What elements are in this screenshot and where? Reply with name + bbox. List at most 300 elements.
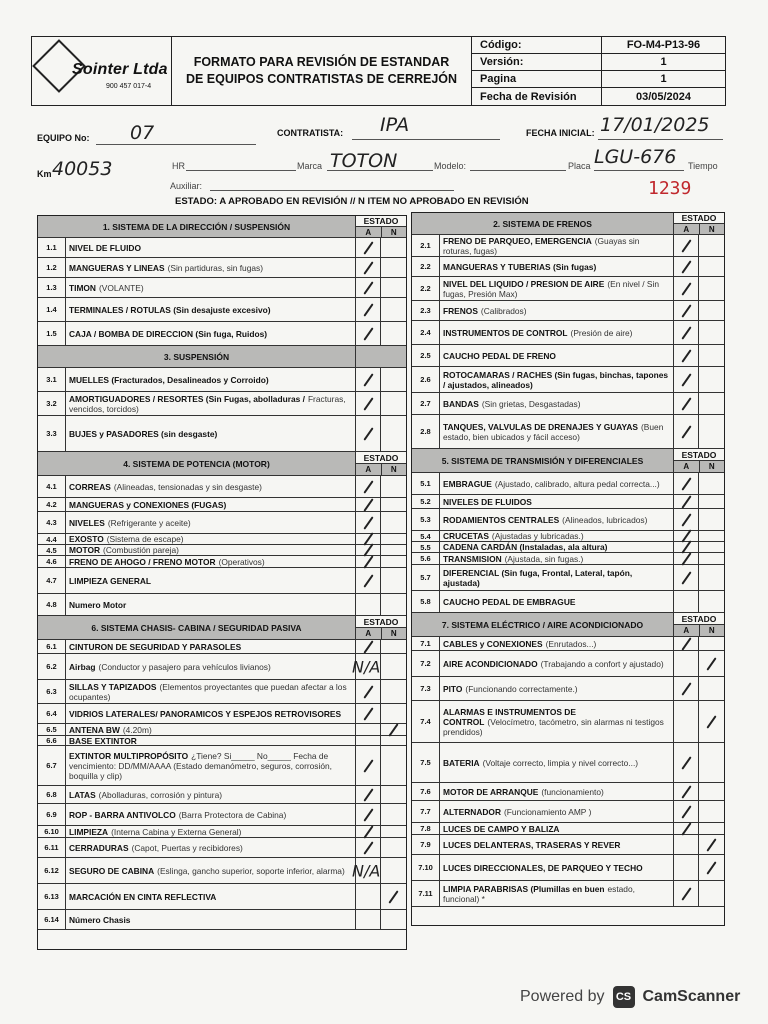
auxiliar-underline (210, 190, 454, 191)
checkmark-icon (681, 304, 691, 317)
item-number: 2.3 (412, 301, 440, 320)
checklist-row (38, 322, 406, 346)
km-label: Km (37, 169, 52, 179)
meta-value: 03/05/2024 (635, 90, 692, 103)
estado-cell-n[interactable] (381, 556, 406, 567)
document-meta (472, 37, 725, 105)
form-title (172, 37, 472, 105)
checkmark-icon (681, 495, 691, 508)
estado-cell-n[interactable] (699, 855, 724, 880)
estado-cell-a[interactable] (356, 368, 381, 391)
item-number: 5.3 (412, 509, 440, 530)
estado-cell-a[interactable] (356, 704, 381, 723)
item-description (440, 277, 674, 300)
estado-cell-n[interactable] (381, 704, 406, 723)
estado-cell-a[interactable] (356, 534, 381, 544)
item-title: VIDRIOS LATERALES/ PANORAMICOS Y ESPEJOS RETROVISORES (69, 708, 342, 719)
item-title: MANGUERAS Y LINEAS (69, 262, 165, 273)
section-title: 4. SISTEMA DE POTENCIA (MOTOR) (38, 452, 356, 475)
estado-cell-a[interactable] (356, 724, 381, 735)
item-description (66, 278, 356, 297)
estado-cell-a[interactable] (674, 565, 699, 590)
estado-cell-a[interactable] (356, 680, 381, 703)
checkmark-icon (363, 574, 373, 587)
item-number: 2.7 (412, 393, 440, 414)
checkmark-icon (363, 303, 373, 316)
estado-cell-n[interactable] (699, 473, 724, 494)
estado-cell-a[interactable] (674, 277, 699, 300)
checklist-row (38, 884, 406, 910)
item-description (66, 512, 356, 533)
col-n-label: N (390, 465, 397, 474)
estado-cell-n[interactable] (381, 680, 406, 703)
estado-cell-n[interactable] (381, 298, 406, 321)
estado-cell-n[interactable] (699, 531, 724, 541)
item-number: 6.1 (38, 640, 66, 653)
estado-cell-n[interactable] (381, 238, 406, 257)
fecha-label: FECHA INICIAL: (526, 128, 595, 138)
item-number: 6.4 (38, 704, 66, 723)
item-note: (Presión de aire) (570, 327, 633, 338)
item-number: 6.12 (38, 858, 66, 883)
item-description (66, 838, 356, 857)
item-number: 1.5 (38, 322, 66, 345)
estado-cell-a[interactable] (356, 476, 381, 497)
checklist-row (412, 783, 724, 801)
estado-cell-n[interactable] (699, 345, 724, 366)
estado-cell-n[interactable] (699, 235, 724, 256)
item-number: 6.14 (38, 910, 66, 929)
item-title: MARCACIÓN EN CINTA REFLECTIVA (69, 891, 217, 902)
checklist-row (38, 556, 406, 568)
item-note: (Enrutados...) (545, 638, 597, 649)
estado-header (674, 613, 724, 636)
estado-cell-n[interactable] (699, 393, 724, 414)
estado-cell-n[interactable] (699, 835, 724, 854)
checkmark-icon (681, 682, 691, 695)
item-title: LUCES DELANTERAS, TRASERAS Y REVER (443, 839, 621, 850)
checkmark-icon (363, 841, 373, 854)
estado-cell-a[interactable] (674, 677, 699, 700)
item-number: 7.6 (412, 783, 440, 800)
estado-cell-n[interactable] (699, 565, 724, 590)
section-title: 5. SISTEMA DE TRANSMISIÓN Y DIFERENCIALES (412, 449, 674, 472)
item-description (440, 881, 674, 906)
left-checklist (37, 215, 407, 950)
checklist-row (38, 298, 406, 322)
item-title: TRANSMISION (443, 553, 502, 564)
item-title: INSTRUMENTOS DE CONTROL (443, 327, 568, 338)
item-title: MOTOR DE ARRANQUE (443, 786, 539, 797)
item-title: Airbag (69, 661, 96, 672)
checkmark-icon (681, 425, 691, 438)
item-description (440, 393, 674, 414)
estado-cell-a[interactable] (356, 826, 381, 837)
estado-cell-n[interactable] (381, 498, 406, 511)
item-description (440, 509, 674, 530)
camscanner-watermark (520, 986, 740, 1008)
item-title: ALARMAS E INSTRUMENTOS DE CONTROL (443, 706, 576, 727)
estado-cell-n[interactable] (699, 553, 724, 564)
estado-cell-n[interactable] (699, 651, 724, 676)
checkmark-icon (363, 640, 373, 653)
estado-cell-a[interactable] (356, 736, 381, 745)
item-note: (Alineadas, tensionadas y sin desgaste) (113, 481, 262, 492)
estado-cell-a[interactable] (356, 416, 381, 451)
estado-cell-n[interactable] (381, 594, 406, 615)
section-header (412, 213, 724, 235)
estado-cell-a[interactable] (352, 858, 381, 883)
item-number: 2.2 (412, 257, 440, 276)
estado-cell-n[interactable] (381, 654, 406, 679)
item-note: (Combustión pareja) (103, 545, 179, 555)
checklist-row (412, 321, 724, 345)
item-number: 6.2 (38, 654, 66, 679)
section-header (412, 613, 724, 637)
item-title: RODAMIENTOS CENTRALES (443, 514, 560, 525)
meta-label: Versión: (472, 54, 602, 71)
estado-cell-a[interactable] (674, 637, 699, 650)
estado-cell-a[interactable] (356, 322, 381, 345)
col-n-label: N (708, 224, 715, 234)
item-title: BUJES y PASADORES (sin desgaste) (69, 428, 218, 439)
item-number: 2.6 (412, 367, 440, 392)
estado-cell-a[interactable] (356, 298, 381, 321)
estado-cell-n[interactable] (381, 786, 406, 803)
item-note: (Refrigerante y aceite) (107, 517, 191, 528)
estado-cell-n[interactable] (381, 884, 406, 909)
item-title: TIMON (69, 282, 96, 293)
estado-cell-n[interactable] (699, 301, 724, 320)
placa-value: LGU-676 (594, 146, 677, 168)
red-stamp-number: 1239 (648, 178, 692, 199)
checkmark-icon (681, 756, 691, 769)
item-number: 2.5 (412, 345, 440, 366)
checklist-row (38, 746, 406, 786)
estado-cell-a[interactable] (674, 701, 699, 742)
checklist-row (38, 368, 406, 392)
item-number: 7.4 (412, 701, 440, 742)
item-description (66, 416, 356, 451)
estado-cell-a[interactable] (356, 512, 381, 533)
estado-cell-a[interactable] (674, 235, 699, 256)
item-note: (funcionamiento) (541, 786, 604, 797)
estado-cell-a[interactable] (674, 591, 699, 612)
item-number: 6.13 (38, 884, 66, 909)
na-mark: N/A (352, 657, 381, 676)
checkmark-icon (681, 239, 691, 252)
estado-cell-a[interactable] (356, 838, 381, 857)
item-number: 6.9 (38, 804, 66, 825)
estado-cell-n[interactable] (699, 509, 724, 530)
estado-cell-a[interactable] (356, 556, 381, 567)
item-title: ALTERNADOR (443, 806, 501, 817)
checklist-row (412, 823, 724, 835)
item-description (440, 553, 674, 564)
item-description (66, 910, 356, 929)
estado-cell-a[interactable] (356, 640, 381, 653)
item-note: (Ajustado, calibrado, altura pedal correcta...) (494, 478, 660, 489)
estado-label: ESTADO (674, 213, 724, 224)
item-description (66, 238, 356, 257)
item-number: 6.5 (38, 724, 66, 735)
estado-cell-n[interactable] (381, 545, 406, 555)
estado-cell-a[interactable] (674, 881, 699, 906)
checklist-row (38, 858, 406, 884)
equipo-value: 07 (130, 122, 155, 144)
item-number: 1.2 (38, 258, 66, 277)
estado-cell-a[interactable] (674, 301, 699, 320)
item-number: 6.8 (38, 786, 66, 803)
estado-cell-n[interactable] (699, 823, 724, 834)
estado-cell-n[interactable] (699, 801, 724, 822)
estado-cell-n[interactable] (381, 736, 406, 745)
estado-cell-n[interactable] (381, 512, 406, 533)
item-note: (Eslinga, gancho superior, soporte inferior, alarma) (157, 865, 345, 876)
estado-cell-n[interactable] (699, 783, 724, 800)
estado-header (674, 449, 724, 472)
item-note: (VOLANTE) (98, 282, 144, 293)
checklist-row (38, 704, 406, 724)
estado-cell-a[interactable] (356, 594, 381, 615)
checkmark-icon (363, 825, 373, 838)
checkmark-icon (363, 808, 373, 821)
estado-cell-a[interactable] (674, 321, 699, 344)
estado-cell-a[interactable] (352, 654, 381, 679)
section-title: 7. SISTEMA ELÉCTRICO / AIRE ACONDICIONADO (412, 613, 674, 636)
item-description (440, 677, 674, 700)
checkmark-icon (681, 397, 691, 410)
checklist-row (412, 881, 724, 907)
estado-cell-a[interactable] (674, 801, 699, 822)
item-note: (Alineados, lubricados) (562, 514, 648, 525)
item-title: EXOSTO (69, 534, 104, 544)
meta-value: 1 (602, 54, 725, 71)
estado-cell-n[interactable] (381, 278, 406, 297)
estado-cell-n[interactable] (381, 322, 406, 345)
estado-cell-n[interactable] (381, 804, 406, 825)
item-description (66, 640, 356, 653)
estado-cell-a[interactable] (674, 531, 699, 541)
item-number: 7.10 (412, 855, 440, 880)
estado-cell-a[interactable] (674, 553, 699, 564)
checklist-row (38, 545, 406, 556)
estado-cell-a[interactable] (674, 835, 699, 854)
estado-cell-a[interactable] (674, 651, 699, 676)
item-number: 5.8 (412, 591, 440, 612)
item-title: BATERIA (443, 757, 480, 768)
section-header (38, 616, 406, 640)
estado-cell-a[interactable] (674, 823, 699, 834)
estado-cell-a[interactable] (356, 278, 381, 297)
checklist-row (412, 367, 724, 393)
checklist-row (412, 637, 724, 651)
item-number: 7.9 (412, 835, 440, 854)
item-description (66, 704, 356, 723)
item-number: 4.3 (38, 512, 66, 533)
camscanner-brand: CamScanner (642, 988, 741, 1005)
estado-cell-n[interactable] (381, 258, 406, 277)
item-description (66, 804, 356, 825)
estado-label: ESTADO (674, 613, 724, 625)
estado-cell-n[interactable] (381, 746, 406, 785)
item-title: CORREAS (69, 481, 111, 492)
estado-cell-n[interactable] (381, 534, 406, 544)
estado-cell-n[interactable] (381, 910, 406, 929)
checklist-row (412, 393, 724, 415)
powered-by-text: Powered by (520, 988, 605, 1005)
estado-cell-a[interactable] (674, 783, 699, 800)
estado-cell-n[interactable] (699, 743, 724, 782)
estado-cell-a[interactable] (356, 392, 381, 415)
estado-cell-a[interactable] (674, 495, 699, 508)
estado-cell-a[interactable] (356, 545, 381, 555)
item-description (440, 235, 674, 256)
estado-cell-n[interactable] (699, 277, 724, 300)
checklist-row (38, 476, 406, 498)
estado-cell-n[interactable] (381, 724, 406, 735)
estado-cell-n[interactable] (381, 640, 406, 653)
item-note: ¿Tiene? Si_____ No_____ Fecha de vencimiento: DD/MM/AAAA (Estado demanómetro, seguros, corrosión, boquilla y clip) (69, 750, 332, 781)
estado-cell-n[interactable] (381, 838, 406, 857)
estado-cell-n[interactable] (699, 257, 724, 276)
estado-cell-n[interactable] (381, 858, 406, 883)
estado-cell-a[interactable] (356, 884, 381, 909)
section-header (412, 449, 724, 473)
item-description (440, 743, 674, 782)
estado-cell-a[interactable] (356, 910, 381, 929)
col-a-label: A (674, 461, 700, 472)
estado-cell-a[interactable] (674, 393, 699, 414)
col-n-label: N (708, 626, 715, 635)
item-title: MANGUERAS Y TUBERIAS (Sin fugas) (443, 261, 597, 272)
checkmark-icon (706, 838, 716, 851)
col-n-label: N (390, 629, 397, 638)
item-title: CRUCETAS (443, 531, 489, 541)
estado-cell-n[interactable] (381, 826, 406, 837)
checklist-row (412, 835, 724, 855)
meta-value: 1 (602, 71, 725, 88)
estado-cell-a[interactable] (356, 498, 381, 511)
hr-label: HR (172, 161, 185, 171)
item-title: NIVEL DE FLUIDO (69, 242, 141, 253)
item-description (66, 556, 356, 567)
item-description (66, 680, 356, 703)
checkmark-icon (363, 788, 373, 801)
checklist-row (38, 826, 406, 838)
estado-cell-n[interactable] (699, 701, 724, 742)
checkmark-icon (363, 241, 373, 254)
estado-header (356, 216, 406, 237)
company-logo (32, 37, 172, 105)
item-note: (4.20m) (122, 724, 152, 735)
item-title: NIVEL DEL LIQUIDO / PRESION DE AIRE (443, 278, 605, 289)
checklist-row (38, 498, 406, 512)
item-number: 4.5 (38, 545, 66, 555)
checkmark-icon (388, 723, 398, 736)
item-number: 6.10 (38, 826, 66, 837)
checklist-row (38, 278, 406, 298)
item-description (440, 301, 674, 320)
item-title: DIFERENCIAL (Sin fuga, Frontal, Lateral, tapón, ajustada) (443, 567, 633, 588)
estado-legend: ESTADO: A APROBADO EN REVISIÓN // N ITEM NO APROBADO EN REVISIÓN (175, 196, 529, 207)
item-title: MANGUERAS y CONEXIONES (FUGAS) (69, 499, 227, 510)
estado-cell-n[interactable] (699, 415, 724, 448)
checkmark-icon (681, 805, 691, 818)
item-title: CAUCHO PEDAL DE FRENO (443, 350, 556, 361)
checklist-row (412, 495, 724, 509)
estado-cell-a[interactable] (356, 258, 381, 277)
contratista-label: CONTRATISTA: (277, 128, 344, 138)
estado-cell-a[interactable] (674, 509, 699, 530)
col-a-label: A (356, 464, 382, 475)
estado-cell-a[interactable] (356, 786, 381, 803)
estado-cell-a[interactable] (674, 367, 699, 392)
estado-cell-n[interactable] (699, 495, 724, 508)
item-description (440, 801, 674, 822)
checklist-row (38, 392, 406, 416)
checkmark-icon (706, 657, 716, 670)
estado-cell-n[interactable] (699, 637, 724, 650)
estado-cell-n[interactable] (699, 542, 724, 552)
item-number: 3.3 (38, 416, 66, 451)
estado-cell-n[interactable] (381, 568, 406, 593)
estado-cell-n[interactable] (699, 321, 724, 344)
hr-underline (186, 170, 296, 171)
item-description (66, 298, 356, 321)
item-number: 6.11 (38, 838, 66, 857)
estado-cell-n[interactable] (381, 368, 406, 391)
item-number: 7.1 (412, 637, 440, 650)
estado-cell-a[interactable] (356, 568, 381, 593)
estado-cell-a[interactable] (674, 473, 699, 494)
estado-cell-a[interactable] (674, 345, 699, 366)
item-number: 4.6 (38, 556, 66, 567)
estado-cell-a[interactable] (674, 743, 699, 782)
estado-cell-n[interactable] (699, 881, 724, 906)
item-title: NIVELES (69, 517, 105, 528)
estado-cell-a[interactable] (356, 804, 381, 825)
checklist-row (412, 415, 724, 449)
estado-cell-n[interactable] (699, 591, 724, 612)
estado-label: ESTADO (356, 616, 406, 628)
item-number: 5.1 (412, 473, 440, 494)
estado-cell-n[interactable] (699, 677, 724, 700)
estado-cell-a[interactable] (674, 415, 699, 448)
item-note: (Calibrados) (480, 305, 527, 316)
marca-label: Marca (297, 161, 323, 171)
item-title: LATAS (69, 789, 96, 800)
modelo-label: Modelo: (434, 161, 467, 171)
checkmark-icon (363, 498, 373, 511)
estado-cell-n[interactable] (381, 392, 406, 415)
estado-label: ESTADO (674, 449, 724, 461)
estado-cell-a[interactable] (674, 257, 699, 276)
estado-cell-n[interactable] (699, 367, 724, 392)
estado-cell-a[interactable] (356, 238, 381, 257)
checkmark-icon (681, 637, 691, 650)
item-description (66, 786, 356, 803)
estado-cell-a[interactable] (674, 855, 699, 880)
estado-cell-n[interactable] (381, 476, 406, 497)
item-title: BASE EXTINTOR (69, 736, 137, 745)
checkmark-icon (681, 887, 691, 900)
checkmark-icon (363, 555, 373, 568)
checkmark-icon (363, 327, 373, 340)
estado-cell-n[interactable] (381, 416, 406, 451)
estado-cell-a[interactable] (674, 542, 699, 552)
estado-cell-a[interactable] (356, 746, 381, 785)
